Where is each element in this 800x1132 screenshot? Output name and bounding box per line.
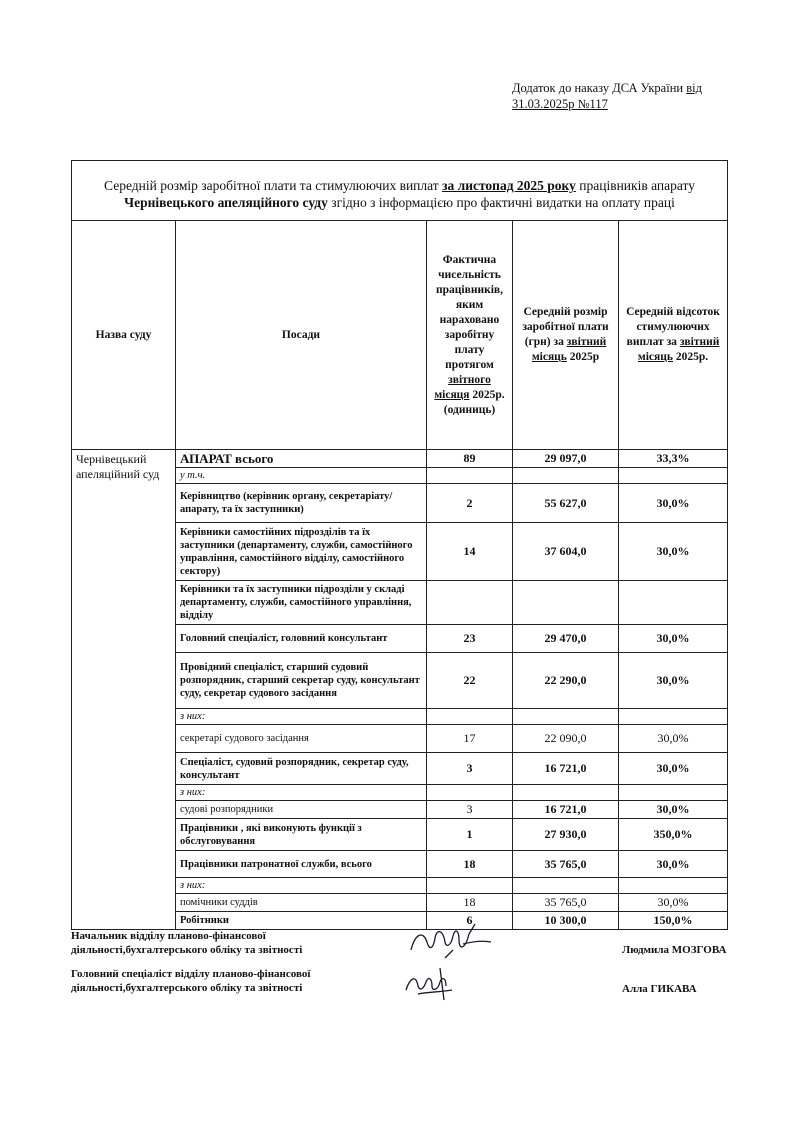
count-cell [427, 785, 513, 801]
bonus-cell: 30,0% [619, 625, 728, 653]
salary-cell [513, 785, 619, 801]
salary-cell [513, 581, 619, 625]
position-cell: АПАРАТ всього [176, 450, 427, 468]
count-cell: 22 [427, 653, 513, 709]
count-cell [427, 878, 513, 894]
signatory-2-title: Головний спеціаліст відділу планово-фінансової діяльності,бухгалтерського обліку та звітності [71, 968, 311, 994]
salary-cell [513, 878, 619, 894]
position-cell: з них: [176, 709, 427, 725]
count-cell: 1 [427, 819, 513, 851]
position-cell: Працівники , які виконують функції з обслуговування [176, 819, 427, 851]
col-header-court: Назва суду [72, 221, 176, 450]
position-cell: Керівники самостійних підрозділів та їх заступники (департаменту, служби, самостійного управління, самостійного відділу, самостійного сектору) [176, 523, 427, 581]
table-title: Середній розмір заробітної плати та стимулюючих виплат за листопад 2025 року працівників апарату Чернівецького апеляційного суду згідно з інформацією про фактичні видатки на оплату праці [72, 161, 728, 221]
salary-cell: 37 604,0 [513, 523, 619, 581]
position-cell: судові розпорядники [176, 801, 427, 819]
bonus-cell: 30,0% [619, 725, 728, 753]
bonus-cell: 33,3% [619, 450, 728, 468]
position-cell: помічники суддів [176, 894, 427, 912]
count-cell: 23 [427, 625, 513, 653]
position-cell: секретарі судового засідання [176, 725, 427, 753]
bonus-cell [619, 709, 728, 725]
position-cell: з них: [176, 878, 427, 894]
count-cell: 17 [427, 725, 513, 753]
count-cell: 14 [427, 523, 513, 581]
count-cell: 6 [427, 912, 513, 930]
signatory-1-name: Людмила МОЗГОВА [622, 944, 727, 956]
salary-cell: 16 721,0 [513, 753, 619, 785]
salary-cell: 22 090,0 [513, 725, 619, 753]
signatory-2-name: Алла ГИКАВА [622, 983, 697, 995]
count-cell: 18 [427, 851, 513, 878]
bonus-cell: 30,0% [619, 523, 728, 581]
annex-line1: Додаток до наказу ДСА України [512, 81, 687, 95]
bonus-cell: 150,0% [619, 912, 728, 930]
position-cell: з них: [176, 785, 427, 801]
order-annex-note [512, 80, 752, 112]
count-cell: 3 [427, 801, 513, 819]
salary-cell [513, 709, 619, 725]
bonus-cell: 350,0% [619, 819, 728, 851]
bonus-cell [619, 468, 728, 484]
count-cell: 89 [427, 450, 513, 468]
salary-cell: 16 721,0 [513, 801, 619, 819]
position-cell: у т.ч. [176, 468, 427, 484]
position-cell: Головний спеціаліст, головний консультант [176, 625, 427, 653]
salary-cell: 10 300,0 [513, 912, 619, 930]
annex-from: від [686, 81, 702, 95]
bonus-cell: 30,0% [619, 894, 728, 912]
position-cell: Робітники [176, 912, 427, 930]
salary-cell: 55 627,0 [513, 484, 619, 523]
col-header-salary: Середній розмір заробітної плати (грн) за звітний місяць 2025р [513, 221, 619, 450]
bonus-cell: 30,0% [619, 484, 728, 523]
salary-cell: 22 290,0 [513, 653, 619, 709]
count-cell: 3 [427, 753, 513, 785]
signature-1-icon [405, 920, 495, 962]
count-cell [427, 468, 513, 484]
position-cell: Спеціаліст, судовий розпорядник, секретар суду, консультант [176, 753, 427, 785]
col-header-count: Фактична чисельність працівників, яким нараховано заробітну плату протягом звітного місяця 2025р. (одиниць) [427, 221, 513, 450]
bonus-cell [619, 878, 728, 894]
position-cell: Керівництво (керівник органу, секретаріату/апарату, та їх заступники) [176, 484, 427, 523]
signature-2-icon [400, 960, 460, 1002]
position-cell: Провідний спеціаліст, старший судовий розпорядник, старший секретар суду, консультант суду, секретар судового засідання [176, 653, 427, 709]
col-header-bonus: Середній відсоток стимулюючих виплат за звітний місяць 2025р. [619, 221, 728, 450]
annex-date-number: 31.03.2025р №117 [512, 97, 608, 111]
bonus-cell: 30,0% [619, 653, 728, 709]
salary-cell: 29 097,0 [513, 450, 619, 468]
signatory-1-title: Начальник відділу планово-фінансової діяльності,бухгалтерського обліку та звітності [71, 930, 303, 956]
count-cell: 18 [427, 894, 513, 912]
bonus-cell: 30,0% [619, 851, 728, 878]
salary-cell: 35 765,0 [513, 851, 619, 878]
count-cell: 2 [427, 484, 513, 523]
bonus-cell: 30,0% [619, 801, 728, 819]
salary-cell: 35 765,0 [513, 894, 619, 912]
count-cell [427, 709, 513, 725]
bonus-cell [619, 785, 728, 801]
bonus-cell [619, 581, 728, 625]
salary-table [71, 160, 728, 930]
bonus-cell: 30,0% [619, 753, 728, 785]
count-cell [427, 581, 513, 625]
salary-cell: 27 930,0 [513, 819, 619, 851]
court-name: Чернівецький апеляційний суд [72, 450, 176, 930]
col-header-position: Посади [176, 221, 427, 450]
salary-cell [513, 468, 619, 484]
salary-cell: 29 470,0 [513, 625, 619, 653]
position-cell: Керівники та їх заступники підрозділи у складі департаменту, служби, самостійного управління, відділу [176, 581, 427, 625]
position-cell: Працівники патронатної служби, всього [176, 851, 427, 878]
